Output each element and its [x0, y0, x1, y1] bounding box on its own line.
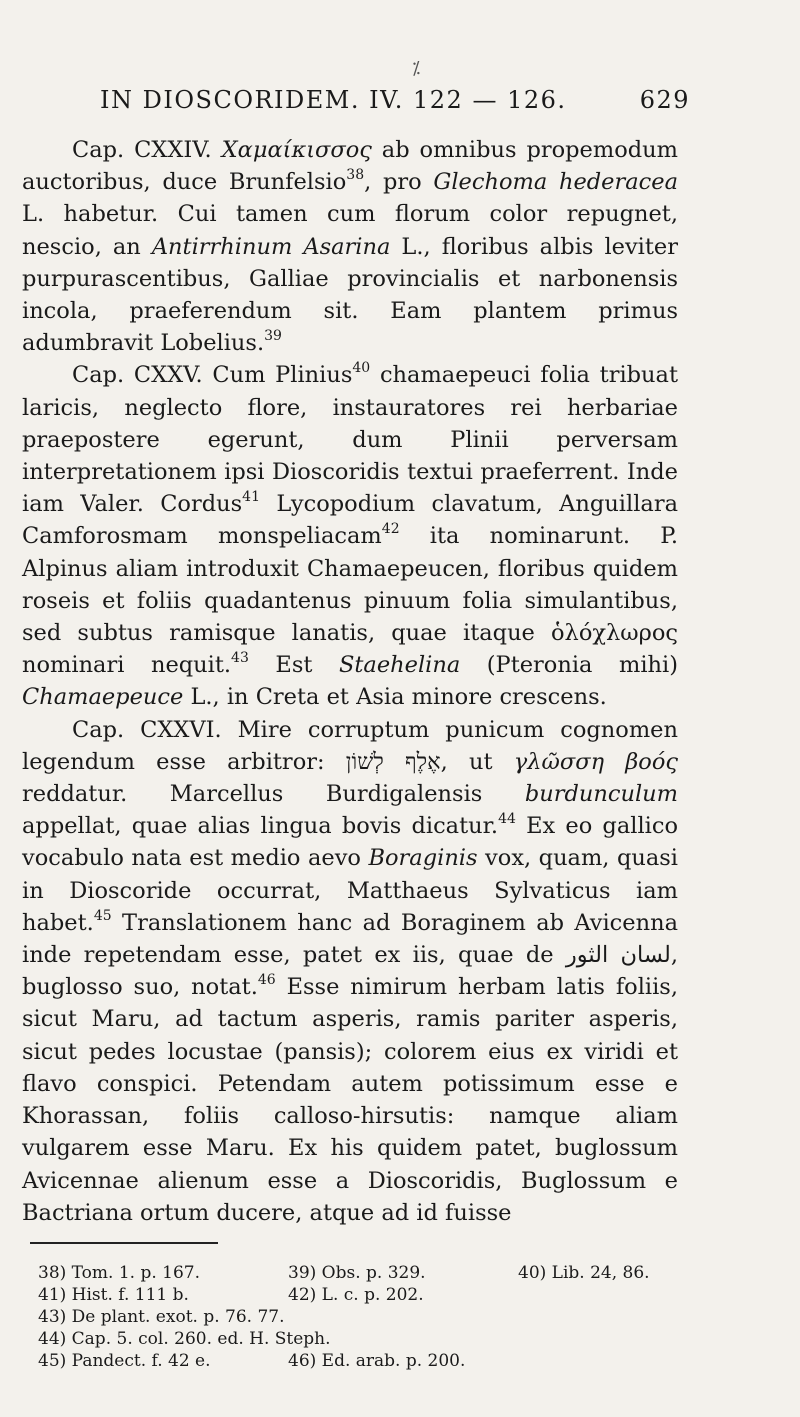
printer-mark: ⁒ [412, 58, 421, 79]
arabic-term: لسان الثور [565, 942, 671, 969]
footnote: 39) Obs. p. 329. [288, 1263, 426, 1283]
footnote: 44) Cap. 5. col. 260. ed. H. Steph. [38, 1329, 331, 1349]
footnote-row [38, 1284, 688, 1306]
footnote-ref: 41 [242, 489, 260, 506]
chapter-label: Cap. CXXIV. [72, 137, 212, 163]
plant-name: Chamaepeuce [22, 684, 184, 711]
footnote: 40) Lib. 24, 86. [518, 1263, 650, 1283]
footnote-ref: 40 [352, 360, 371, 377]
paragraph-cap-cxxiv: Cap. CXXIV. Χαμαίκισσος ab omnibus propemodum auctoribus, duce Brunfelsio$^{38}$, pro Glechoma hederacea L. habetur. Cui tamen cum florum color repugnet, nescio, an Antirrhinum Asarina L., floribus albis leviter purpurascentibus, Galliae provincialis et narbonensis incola, praeferendum sit. Eam plantem primus adumbravit Lobelius.$^{39}$ [22, 137, 678, 357]
paragraph-cap-cxxvi: Cap. CXXVI. Mire corruptum punicum cognomen legendum esse arbitror: אֶלֶף לְשׁוֹן, ut γλῶσση βοός reddatur. Marcellus Burdigalensis burdunculum appellat, quae alias lingua bovis dicatur.$^{44}$ Ex eo gallico vocabulo nata est medio aevo Boraginis vox, quam, quasi in Dioscoride occurrat, Matthaeus Sylvaticus iam habet.$^{45}$ Translationem hanc ad Boraginem ab Avicenna inde repetendam esse, patet ex iis, quae de لسان الثور, buglosso suo, notat.$^{46}$ Esse nimirum herbam latis foliis, sicut Maru, ad tactum asperis, ramis pariter asperis, sicut pedes locustae (pansis); colorem eius ex viridi et flavo conspici. Petendam autem potissimum esse e Khorassan, foliis calloso-hirsutis: namque aliam vulgarem esse Maru. Ex his quidem patet, buglossum Avicennae alienum esse a Dioscoridis, Buglossum e Bactriana ortum ducere, atque ad id fuisse [22, 716, 679, 1226]
footnote-row [38, 1262, 688, 1284]
chapter-label: Cap. CXXVI. [72, 716, 222, 743]
greek-term: γλῶσση βοός [513, 748, 678, 775]
footnote: 41) Hist. f. 111 b. [38, 1285, 189, 1305]
paragraph-cap-cxxv: Cap. CXXV. Cum Plinius$^{40}$ chamaepeuci folia tribuat laricis, neglecto flore, instauratores rei herbariae praepostere egerunt, dum Plinii perversam interpretationem ipsi Dioscoridis textui praeferrent. Inde iam Valer. Cordus$^{41}$ Lycopodium clavatum, Anguillara Camforosmam monspeliacam$^{42}$ ita nominarunt. P. Alpinus aliam introduxit Chamaepeucen, floribus quidem roseis et foliis quadantenus pinuum folia simulantibus, sed subtus ramisque lanatis, quae itaque ὁλόχλωρος nominari nequit.$^{43}$ Est Staehelina (Pteronia mihi) Chamaepeuce L., in Creta et Asia minore crescens. [22, 360, 678, 711]
footnote-row [38, 1328, 688, 1350]
footnote-ref: 44 [498, 811, 516, 828]
plant-name: Glechoma hederacea [433, 169, 678, 196]
footnote: 45) Pandect. f. 42 e. [38, 1351, 211, 1371]
plant-name: Staehelina [338, 652, 461, 679]
footnote: 42) L. c. p. 202. [288, 1285, 424, 1305]
footnote-ref: 46 [257, 972, 276, 989]
footnote-ref: 45 [93, 907, 112, 924]
footnote-row [38, 1350, 688, 1372]
footnote-ref: 39 [264, 328, 282, 345]
greek-term: ὁλόχλωρος [551, 620, 678, 647]
footnote-ref: 38 [346, 167, 365, 184]
plant-name: Antirrhinum Asarina [151, 233, 391, 260]
footnote: 38) Tom. 1. p. 167. [38, 1263, 201, 1283]
hebrew-term: אֶלֶף לְשׁוֹן [345, 748, 441, 775]
footnote: 43) De plant. exot. p. 76. 77. [38, 1307, 285, 1327]
footnote-divider [30, 1242, 218, 1244]
page-number: 629 [639, 86, 690, 114]
footnote: 46) Ed. arab. p. 200. [288, 1351, 466, 1371]
footnote-ref: 42 [381, 521, 400, 538]
latin-term: burdunculum [524, 781, 678, 808]
main-text [22, 134, 678, 1229]
running-title: IN DIOSCORIDEM. IV. 122 — 126. [100, 86, 567, 114]
greek-term: Χαμαίκισσος [221, 137, 372, 163]
chapter-label: Cap. CXXV. [72, 362, 203, 389]
footnote-ref: 43 [231, 650, 249, 667]
footnotes [38, 1262, 688, 1372]
latin-term: Boraginis [368, 845, 478, 872]
footnote-row [38, 1306, 688, 1328]
